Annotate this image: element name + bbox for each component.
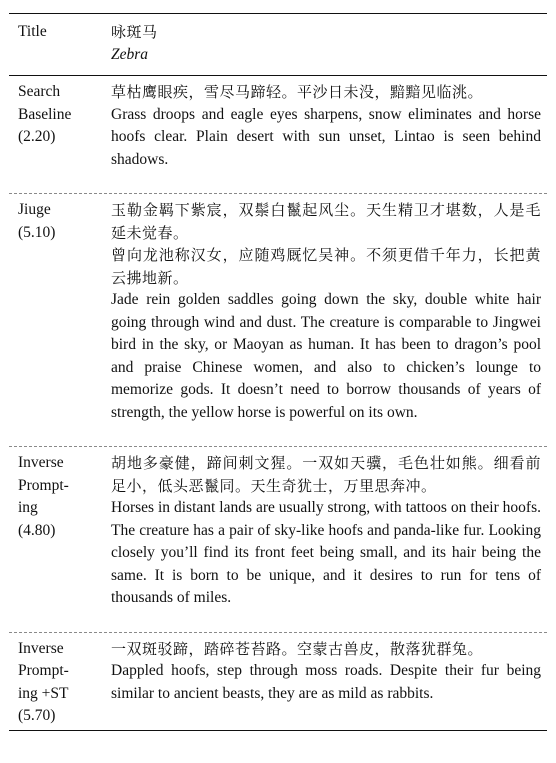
- method-score: (5.70): [18, 707, 56, 724]
- poem-text-zh: 草枯鹰眼疾，雪尽马蹄轻。平沙日未没，黯黯见临洮。: [111, 83, 484, 101]
- poem-cell: [101, 81, 547, 171]
- poem-text-zh: 一双斑驳蹄，踏碎苍苔路。空蒙古兽皮，散落犹群兔。: [111, 639, 484, 658]
- poem-translation-en: Jade rein golden saddles going down the sky, double white hair going through wind and dust. The creature is comparable to Jingwei bird in the sky, or Maoyan as human. It has been to dragon’s pool and praise Chinese women, and also to chicken’s lounge to memorize gods. It doesn’t need to borrow thousands of years of strength, the yellow horse is powerful on its own.: [111, 291, 541, 421]
- method-name: Baseline: [18, 105, 72, 123]
- method-cell: [9, 199, 101, 424]
- method-score: (2.20): [18, 128, 56, 145]
- poem-text-zh: 曾向龙池称汉女，应随鸡厩忆吴神。不须更借千年力，长把黄云拂地新。: [111, 246, 541, 287]
- header-label: Title: [18, 23, 47, 40]
- table-row: [9, 447, 547, 632]
- results-table: [9, 13, 547, 731]
- method-name: Inverse: [18, 454, 64, 471]
- table-row: [9, 633, 547, 730]
- method-name: Prompt-: [18, 476, 69, 494]
- poem-title-zh: 咏斑马: [111, 23, 158, 41]
- table-row: [9, 76, 547, 193]
- poem-translation-en: Grass droops and eagle eyes sharpens, snow eliminates and horse hoofs clear. Plain desert with sun unset, Lintao is seen behind shadows.: [111, 105, 541, 168]
- method-score: (4.80): [18, 521, 56, 539]
- poem-text-zh: 玉勒金羁下紫宸，双鬃白鬣起风尘。天生精卫才堪数，人是毛延未觉春。: [111, 201, 541, 242]
- method-name: Jiuge: [18, 201, 51, 218]
- poem-cell: [101, 199, 547, 424]
- method-name: Prompt-: [18, 662, 69, 679]
- header-row: [9, 14, 547, 75]
- method-cell: [9, 452, 101, 610]
- header-label-cell: [9, 21, 101, 66]
- table-row: [9, 194, 547, 446]
- poem-cell: [101, 452, 547, 610]
- method-score: (5.10): [18, 223, 56, 241]
- method-name: ing +ST: [18, 684, 69, 702]
- poem-title-en: Zebra: [111, 45, 149, 63]
- method-name: ing: [18, 499, 38, 516]
- method-cell: [9, 81, 101, 171]
- poem-cell: [101, 638, 547, 728]
- header-title-cell: [101, 21, 547, 66]
- method-cell: [9, 638, 101, 728]
- method-name: Search: [18, 83, 61, 100]
- poem-translation-en: Horses in distant lands are usually strong, with tattoos on their hoofs. The creature has a pair of sky-like hoofs and panda-like fur. Looking closely you’ll find its front feet being small, and its hair being the same. It is born to be unique, and it desires to run for tens of thousands of miles.: [111, 499, 541, 606]
- poem-text-zh: 胡地多豪健，蹄间刺文猩。一双如天骥，毛色壮如熊。细看前足小，低头恶鬣同。天生奇犹士，万里思奔冲。: [111, 454, 541, 495]
- bottom-rule: [9, 730, 547, 731]
- method-name: Inverse: [18, 639, 64, 657]
- poem-translation-en: Dappled hoofs, step through moss roads. Despite their fur being similar to ancient beasts, they are as mild as rabbits.: [111, 662, 541, 702]
